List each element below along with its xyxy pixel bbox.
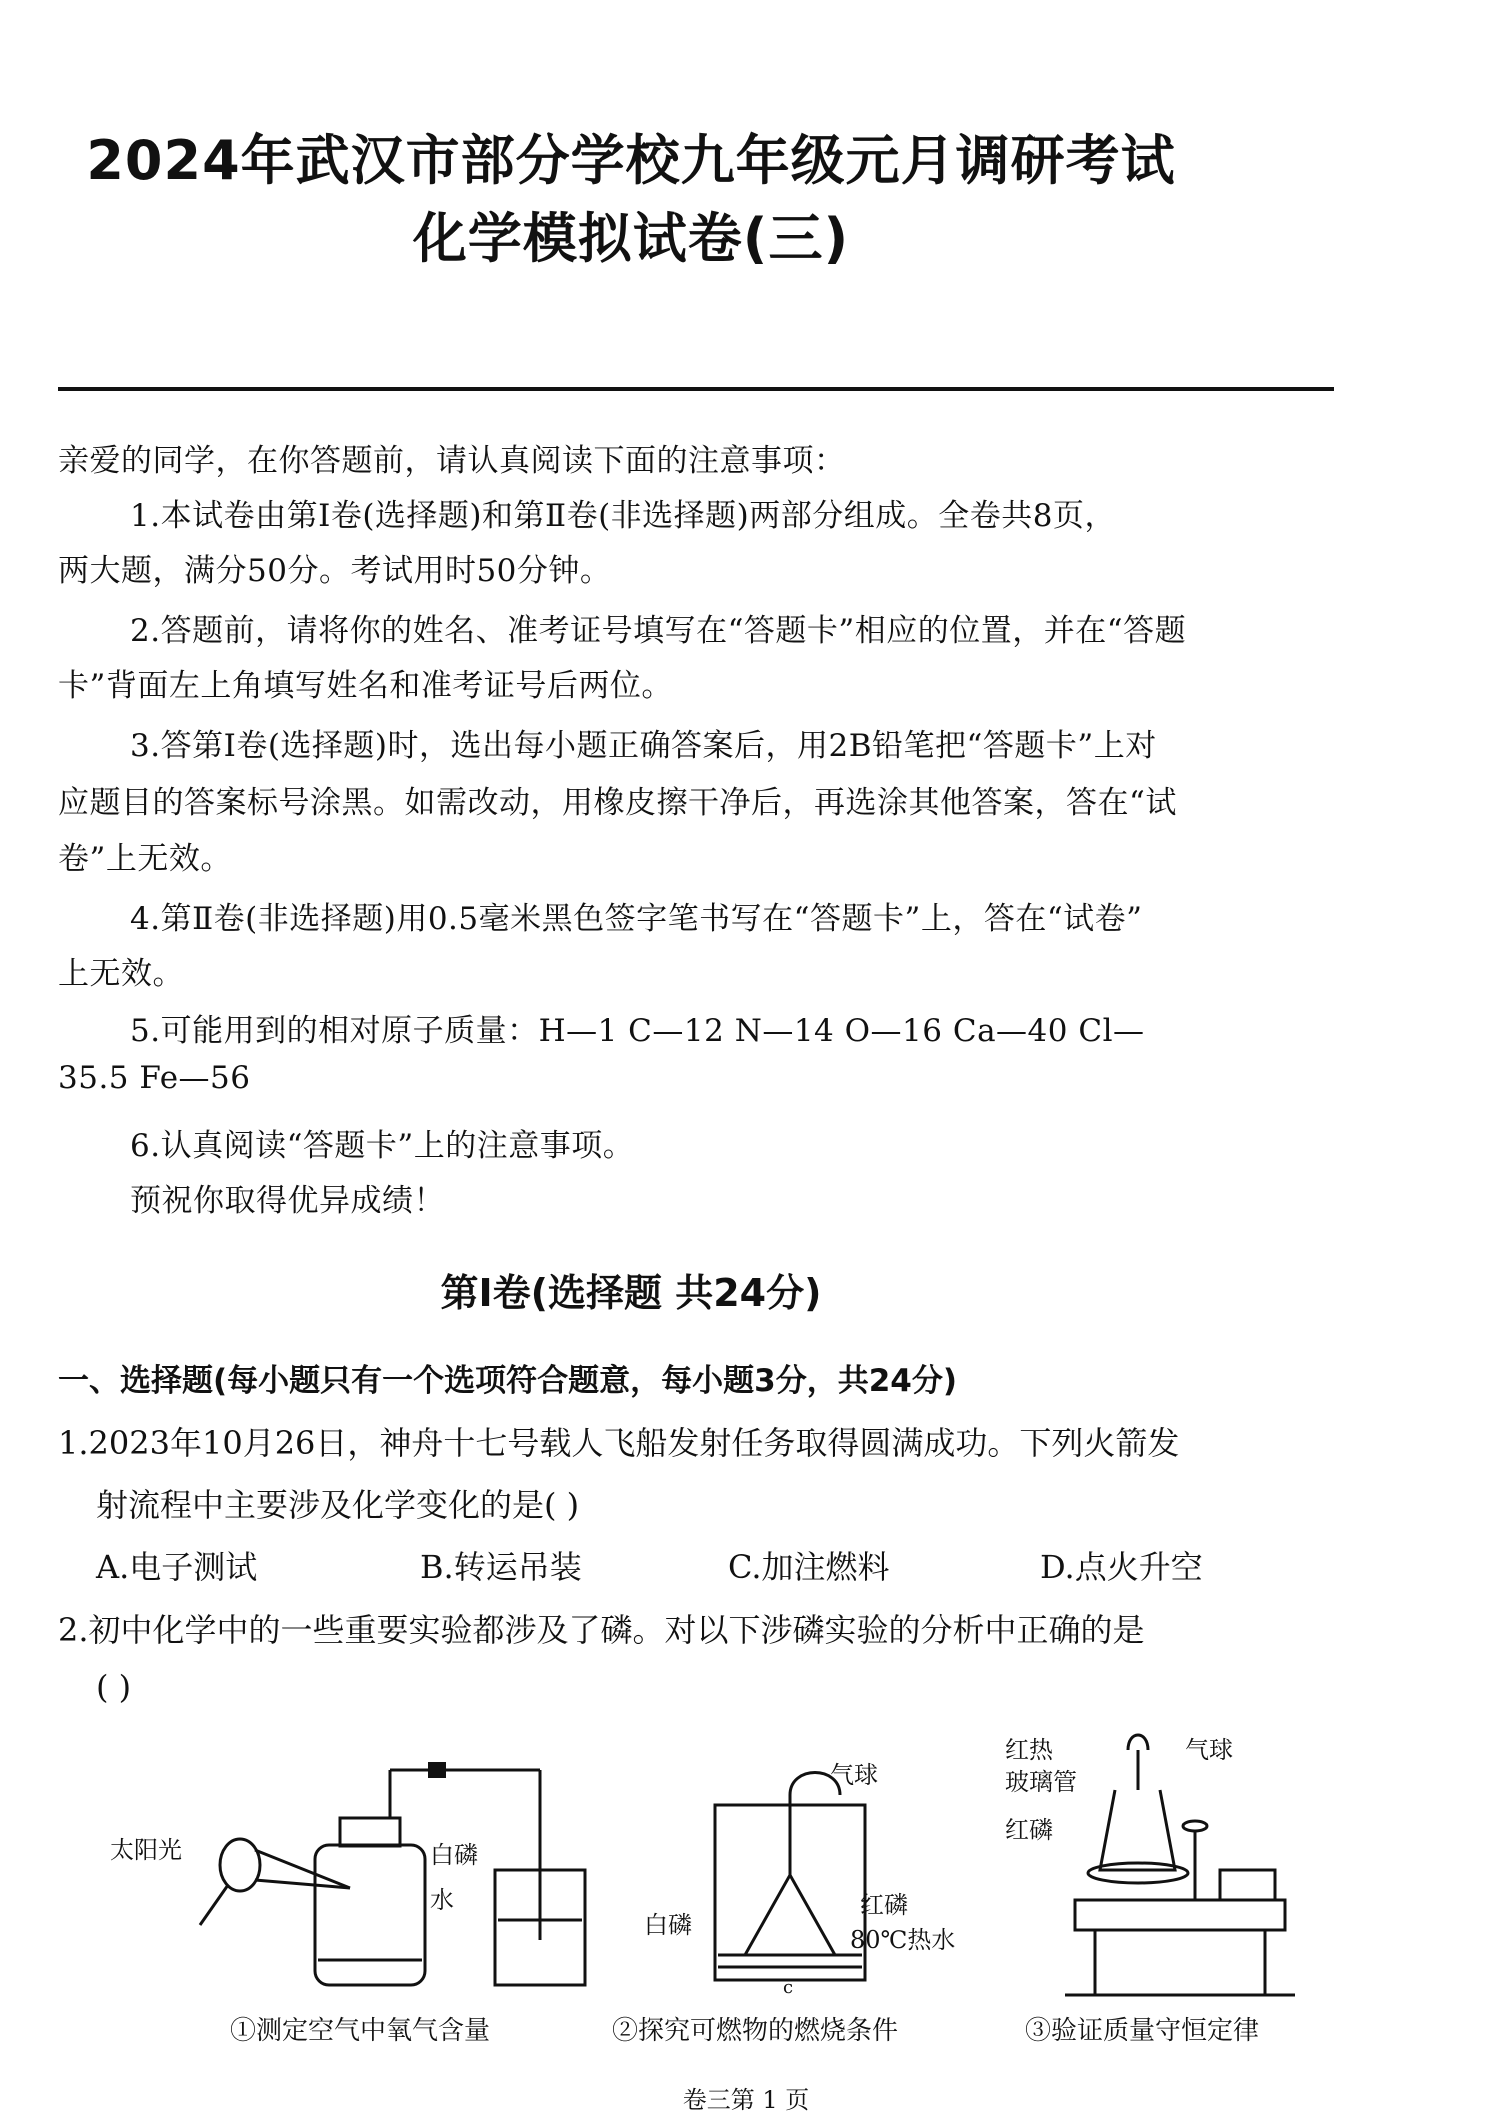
notice-item-4b: 上无效。 [58, 956, 184, 992]
notice-item-5a: 5.可能用到的相对原子质量：H—1 C—12 N—14 O—16 Ca—40 Cl— [130, 1013, 1145, 1049]
q1-option-c[interactable]: C.加注燃料 [728, 1548, 890, 1586]
notice-item-4a: 4.第Ⅱ卷(非选择题)用0.5毫米黑色签字笔书写在“答题卡”上，答在“试卷” [130, 901, 1143, 937]
figure-mass-conservation-apparatus [1005, 1730, 1345, 2005]
clamp-icon [428, 1762, 446, 1778]
page-footer: 卷三第 1 页 [682, 2086, 810, 2114]
notice-item-2a: 2.答题前，请将你的姓名、准考证号填写在“答题卡”相应的位置，并在“答题 [130, 613, 1187, 649]
figure-2-caption: ②探究可燃物的燃烧条件 [612, 2016, 899, 2046]
notice-item-6: 6.认真阅读“答题卡”上的注意事项。 [130, 1128, 635, 1164]
q1-option-d[interactable]: D.点火升空 [1040, 1548, 1203, 1586]
section-title: 第Ⅰ卷(选择题 共24分) [440, 1271, 822, 1315]
figure-combustion-apparatus [640, 1755, 970, 2005]
label-water-1: 水 [430, 1886, 454, 1914]
notice-item-1a: 1.本试卷由第Ⅰ卷(选择题)和第Ⅱ卷(非选择题)两部分组成。全卷共8页， [130, 498, 1116, 534]
exam-title-line2: 化学模拟试卷(三) [412, 207, 850, 270]
label-c: c [783, 1977, 794, 1998]
q2-stem-a: 2.初中化学中的一些重要实验都涉及了磷。对以下涉磷实验的分析中正确的是 [58, 1611, 1145, 1649]
label-white-phosphorus-1: 白磷 [430, 1841, 478, 1869]
label-red-phosphorus-3: 红磷 [1005, 1816, 1053, 1844]
q1-option-a[interactable]: A.电子测试 [96, 1548, 258, 1586]
label-balloon-3: 气球 [1185, 1736, 1233, 1764]
flask-icon-3 [1100, 1790, 1175, 1870]
apparatus-drawing-1 [110, 1740, 590, 2000]
q2-stem-b: ( ) [96, 1668, 132, 1706]
flask-icon [745, 1875, 835, 1955]
figure-oxygen-apparatus [110, 1740, 590, 2000]
label-red-hot: 红热 [1005, 1736, 1053, 1764]
section-heading: 一、选择题(每小题只有一个选项符合题意，每小题3分，共24分) [58, 1363, 958, 1399]
label-glass-tube: 玻璃管 [1005, 1768, 1077, 1796]
notice-item-3a: 3.答第Ⅰ卷(选择题)时，选出每小题正确答案后，用2B铅笔把“答题卡”上对 [130, 728, 1157, 764]
notice-intro: 亲爱的同学，在你答题前，请认真阅读下面的注意事项： [58, 443, 846, 479]
label-white-phosphorus-2: 白磷 [644, 1911, 692, 1939]
notice-item-3b: 应题目的答案标号涂黑。如需改动，用橡皮擦干净后，再选涂其他答案，答在“试 [58, 785, 1177, 821]
notice-item-5b: 35.5 Fe—56 [58, 1060, 251, 1096]
balance-icon [1075, 1900, 1285, 1930]
label-sunlight: 太阳光 [110, 1836, 182, 1864]
notice-wish: 预祝你取得优异成绩！ [130, 1183, 445, 1219]
notice-item-3c: 卷”上无效。 [58, 841, 232, 877]
exam-title-line1: 2024年武汉市部分学校九年级元月调研考试 [86, 129, 1176, 192]
balloon-icon-3 [1128, 1735, 1148, 1750]
figure-3-caption: ③验证质量守恒定律 [1025, 2016, 1260, 2046]
label-balloon-2: 气球 [830, 1761, 878, 1789]
notice-item-2b: 卡”背面左上角填写姓名和准考证号后两位。 [58, 668, 673, 704]
magnifier-icon [220, 1839, 260, 1891]
q1-stem-a: 1.2023年10月26日，神舟十七号载人飞船发射任务取得圆满成功。下列火箭发 [58, 1424, 1180, 1462]
header-divider [58, 387, 1334, 391]
q1-option-b[interactable]: B.转运吊装 [420, 1548, 582, 1586]
label-hot-water: 80℃热水 [850, 1926, 956, 1954]
apparatus-drawing-2 [640, 1755, 970, 2005]
figure-1-caption: ①测定空气中氧气含量 [230, 2016, 491, 2046]
q1-stem-b: 射流程中主要涉及化学变化的是( ) [96, 1486, 580, 1524]
label-red-phosphorus-2: 红磷 [860, 1891, 908, 1919]
notice-item-1b: 两大题，满分50分。考试用时50分钟。 [58, 553, 612, 589]
weights-icon [1220, 1870, 1275, 1900]
bottle-icon [315, 1845, 425, 1985]
